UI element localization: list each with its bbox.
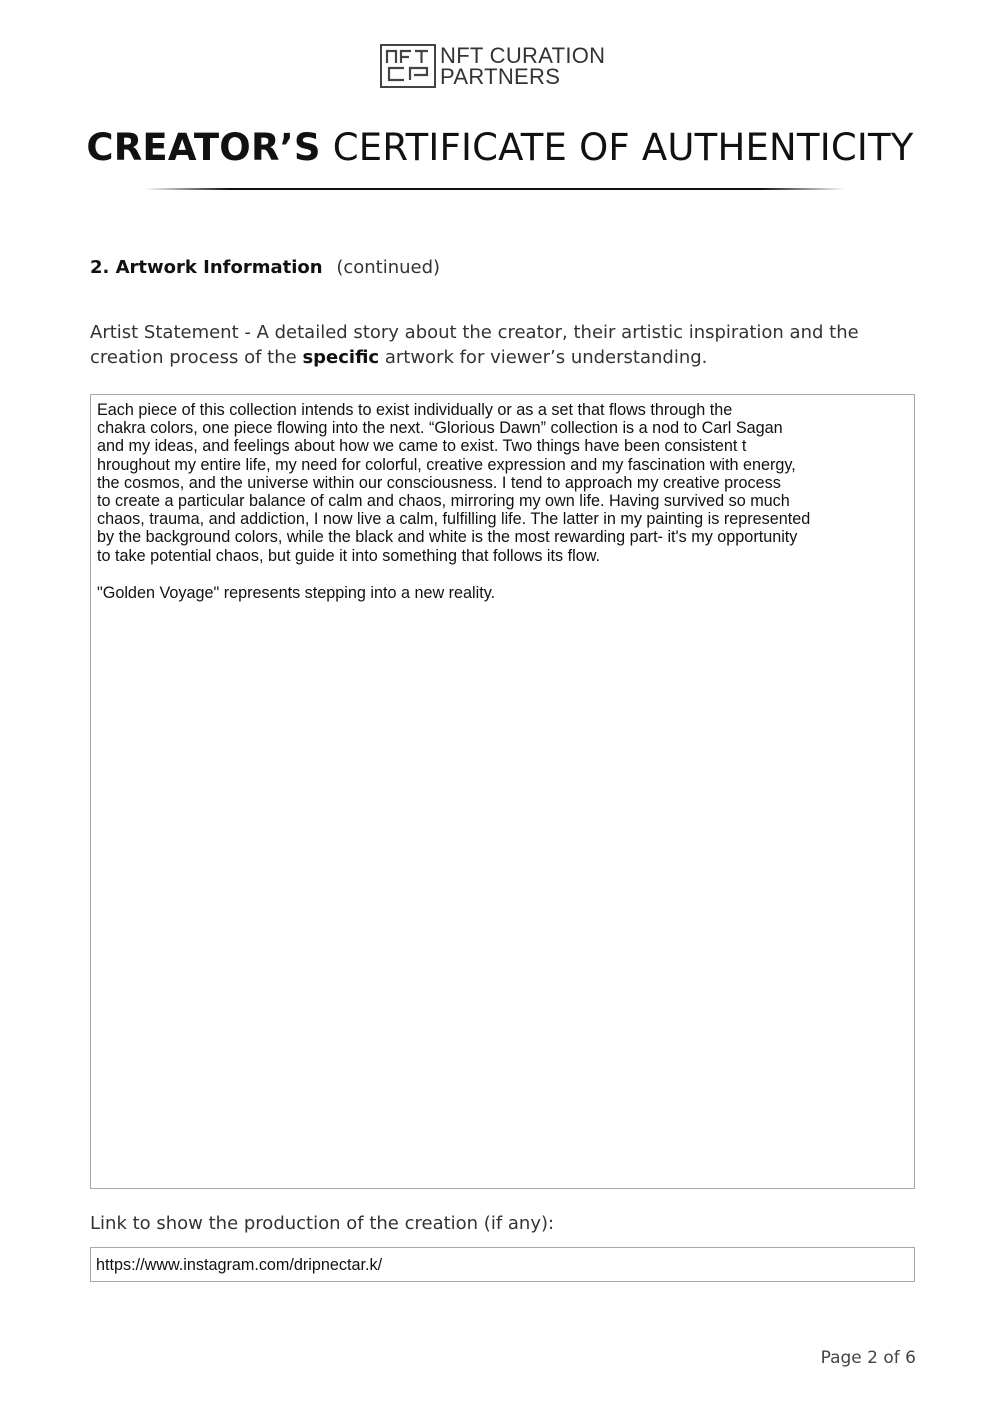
nft-cp-logo-mark-icon (380, 44, 436, 88)
logo-text-line1: NFT CURATION (440, 43, 606, 68)
statement-paragraph-2: "Golden Voyage" represents stepping into a new reality. (97, 583, 496, 602)
section-heading (90, 257, 440, 278)
section-continued: (continued) (336, 257, 441, 278)
prompt-text-2: artwork for viewer’s understanding. (379, 347, 708, 368)
section-title: 2. Artwork Information (90, 257, 323, 278)
prompt-text-1: Artist Statement - A detailed story about the creator, their artistic inspiration and the creation process of the (90, 322, 859, 368)
logo-text-line2: PARTNERS (440, 64, 561, 89)
artist-statement-prompt (90, 320, 910, 370)
artist-statement-field[interactable] (90, 394, 915, 1189)
page-number: Page 2 of 6 (820, 1348, 916, 1368)
production-link-field[interactable]: https://www.instagram.com/dripnectar.k/ (90, 1247, 915, 1282)
prompt-bold-word: specific (302, 347, 380, 368)
statement-paragraph-1: Each piece of this collection intends to exist individually or as a set that flows through the chakra colors, one piece flowing into the next. “Glorious Dawn” collection is a nod to Carl Sagan and my ideas, and feelings about how we came to exist. Two things have been consistent t hroughout my entire life, my need for colorful, creative expression and my fascination with energy, the cosmos, and the universe within our consciousness. I tend to approach my creative process to create a particular balance of calm and chaos, mirroring my own life. Having survived so much chaos, trauma, and addiction, I now live a calm, fulfilling life. The latter in my painting is represented by the background colors, while the black and white is the most rewarding part- it's my opportunity to take potential chaos, but guide it into something that follows its flow. (97, 401, 811, 565)
title-divider (145, 188, 845, 190)
title-rest: CERTIFICATE OF AUTHENTICITY (332, 126, 914, 169)
logo (380, 44, 605, 88)
production-link-label: Link to show the production of the creation (if any): (90, 1213, 555, 1234)
title-bold: CREATOR’S (86, 126, 321, 169)
page-title (0, 126, 1000, 169)
